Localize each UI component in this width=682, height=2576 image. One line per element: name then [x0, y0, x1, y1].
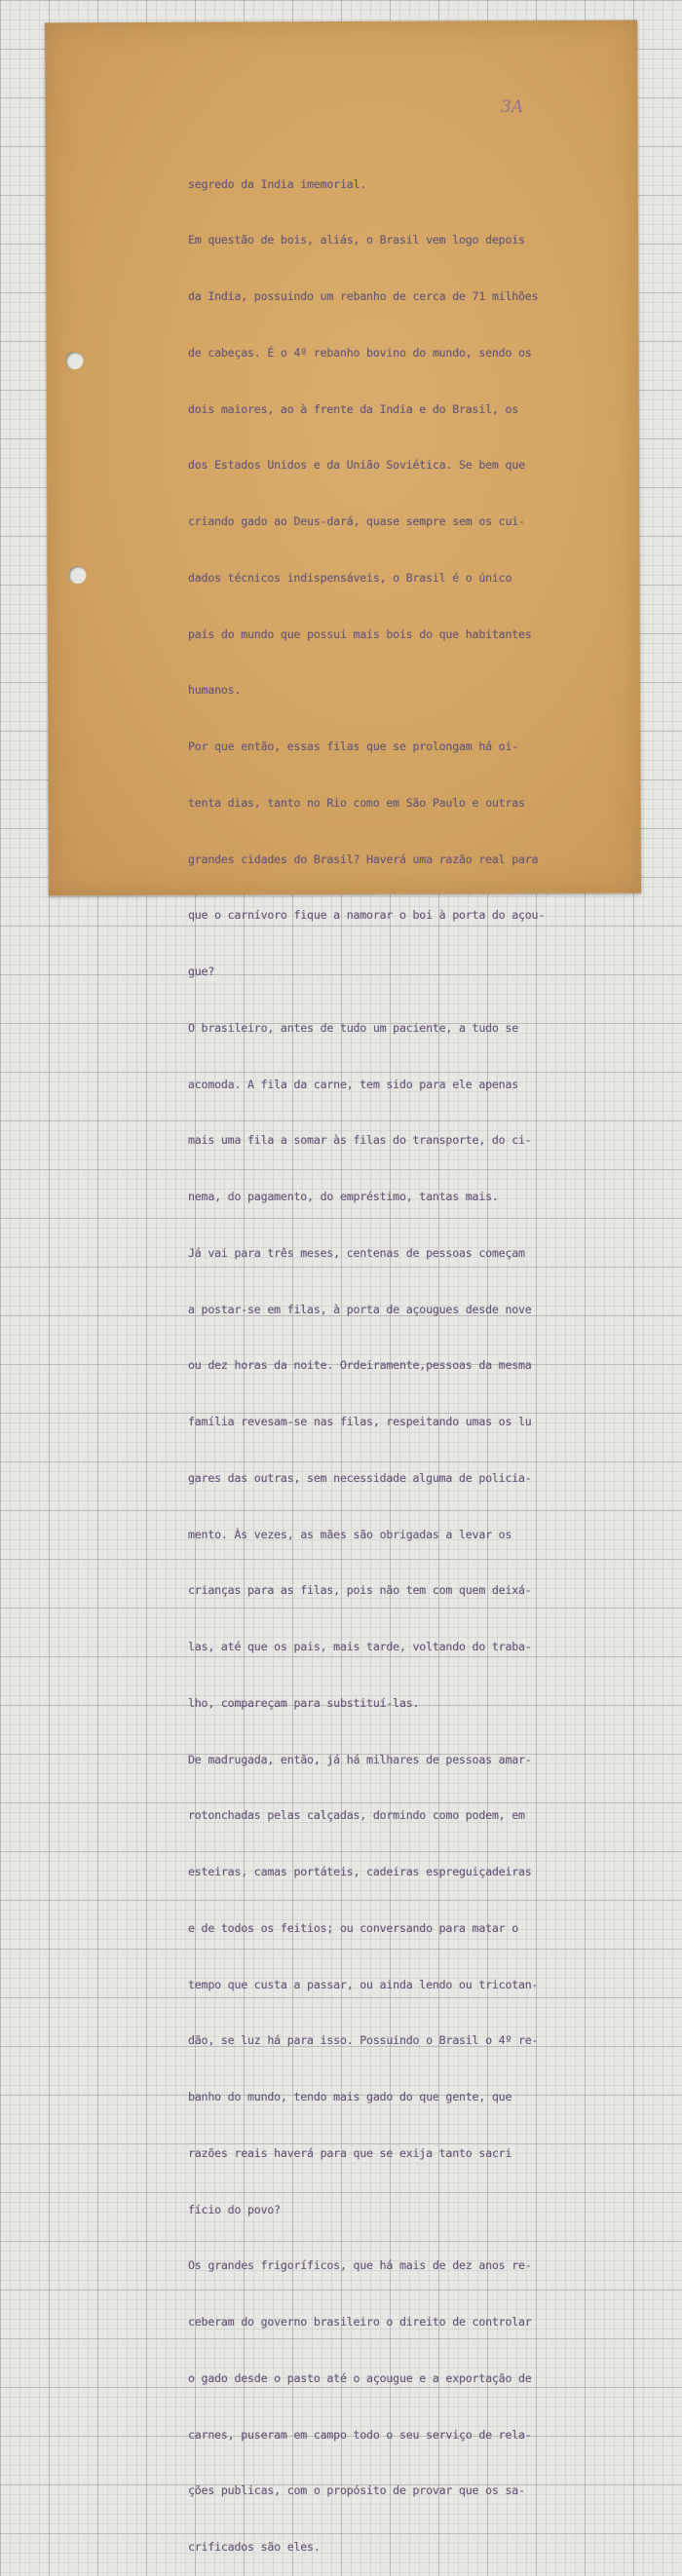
- text-line: O brasileiro, antes de tudo um paciente, a tudo se: [188, 1020, 519, 1035]
- text-line: lho, compareçam para substituí-las.: [188, 1695, 420, 1710]
- text-line: Os grandes frigoríficos, que há mais de dez anos re-: [188, 2258, 532, 2273]
- text-line: Em questão de bois, aliás, o Brasil vem logo depois: [188, 233, 525, 247]
- text-line: mento. Às vezes, as mães são obrigadas a levar os: [188, 1527, 512, 1541]
- text-line: grandes cidades do Brasil? Haverá uma razão real para: [188, 852, 539, 866]
- text-line: De madrugada, então, já há milhares de pessoas amar-: [188, 1752, 532, 1766]
- text-line: e de todos os feitios; ou conversando para matar o: [188, 1920, 519, 1935]
- text-line: gue?: [188, 965, 215, 978]
- text-line: Já vai para três meses, centenas de pessoas começam: [188, 1245, 525, 1260]
- punch-hole-upper: [66, 352, 84, 369]
- text-line: país do mundo que possui mais bois do que habitantes: [188, 626, 532, 641]
- text-line: ceberam do governo brasileiro o direito de controlar: [188, 2315, 532, 2329]
- text-line: dão, se luz há para isso. Possuindo o Brasil o 4º re-: [188, 2033, 539, 2048]
- text-line: mais uma fila a somar às filas do transporte, do ci-: [188, 1133, 532, 1148]
- text-line: que o carnívoro fique a namorar o boi à porta do açou-: [188, 908, 546, 923]
- text-line: o gado desde o pasto até o açougue e a exportação de: [188, 2370, 532, 2385]
- text-line: a postar-se em filas, à porta de açougues desde nove: [188, 1302, 532, 1316]
- text-line: ções publicas, com o propósito de provar que os sa-: [188, 2483, 525, 2498]
- text-line: las, até que os pais, mais tarde, voltando do traba-: [188, 1640, 532, 1653]
- text-line: Por que então, essas filas que se prolongam há oi-: [188, 739, 519, 753]
- text-line: rotonchadas pelas calçadas, dormindo como podem, em: [188, 1808, 525, 1823]
- punch-hole-lower: [68, 566, 86, 584]
- text-line: ou dez horas da noite. Ordeiramente,pessoas da mesma: [188, 1358, 532, 1373]
- text-line: crianças para as filas, pois não tem com quem deixá-: [188, 1583, 532, 1598]
- text-line: esteiras, camas portáteis, cadeiras espreguiçadeiras: [188, 1865, 532, 1878]
- text-line: tenta dias, tanto no Rio como em São Paulo e outras: [188, 795, 525, 810]
- text-line: acomoda. A fila da carne, tem sido para ele apenas: [188, 1077, 519, 1091]
- text-line: gares das outras, sem necessidade alguma de policia-: [188, 1470, 532, 1485]
- text-line: crificados são eles.: [188, 2540, 321, 2554]
- page-number: 3A: [501, 97, 524, 117]
- text-line: banho do mundo, tendo mais gado do que gente, que: [188, 2090, 512, 2103]
- text-line: dados técnicos indispensáveis, o Brasil é o único: [188, 570, 512, 585]
- text-line: de cabeças. É o 4º rebanho bovino do mundo, sendo os: [188, 345, 532, 360]
- text-line: dois maiores, ao à frente da India e do Brasil, os: [188, 401, 519, 416]
- text-line: dos Estados Unidos e da União Soviética. Se bem que: [188, 458, 525, 473]
- text-line: nema, do pagamento, do empréstimo, tantas mais.: [188, 1190, 499, 1203]
- text-line: fício do povo?: [188, 2202, 281, 2216]
- text-line: razões reais haverá para que se exija tanto sacri: [188, 2145, 512, 2160]
- text-line: criando gado ao Deus-dará, quase sempre sem os cui-: [188, 514, 525, 528]
- typewritten-text-body: [188, 137, 636, 2576]
- text-line: humanos.: [188, 683, 242, 698]
- text-line: família revesam-se nas filas, respeitando umas os lu: [188, 1415, 532, 1428]
- text-line: carnes, puseram em campo todo o seu serviço de rela-: [188, 2427, 532, 2442]
- text-line: segredo da India imemorial.: [188, 176, 367, 191]
- text-line: tempo que custa a passar, ou ainda lendo ou tricotan-: [188, 1977, 539, 1991]
- text-line: da India, possuindo um rebanho de cerca de 71 milhões: [188, 289, 539, 303]
